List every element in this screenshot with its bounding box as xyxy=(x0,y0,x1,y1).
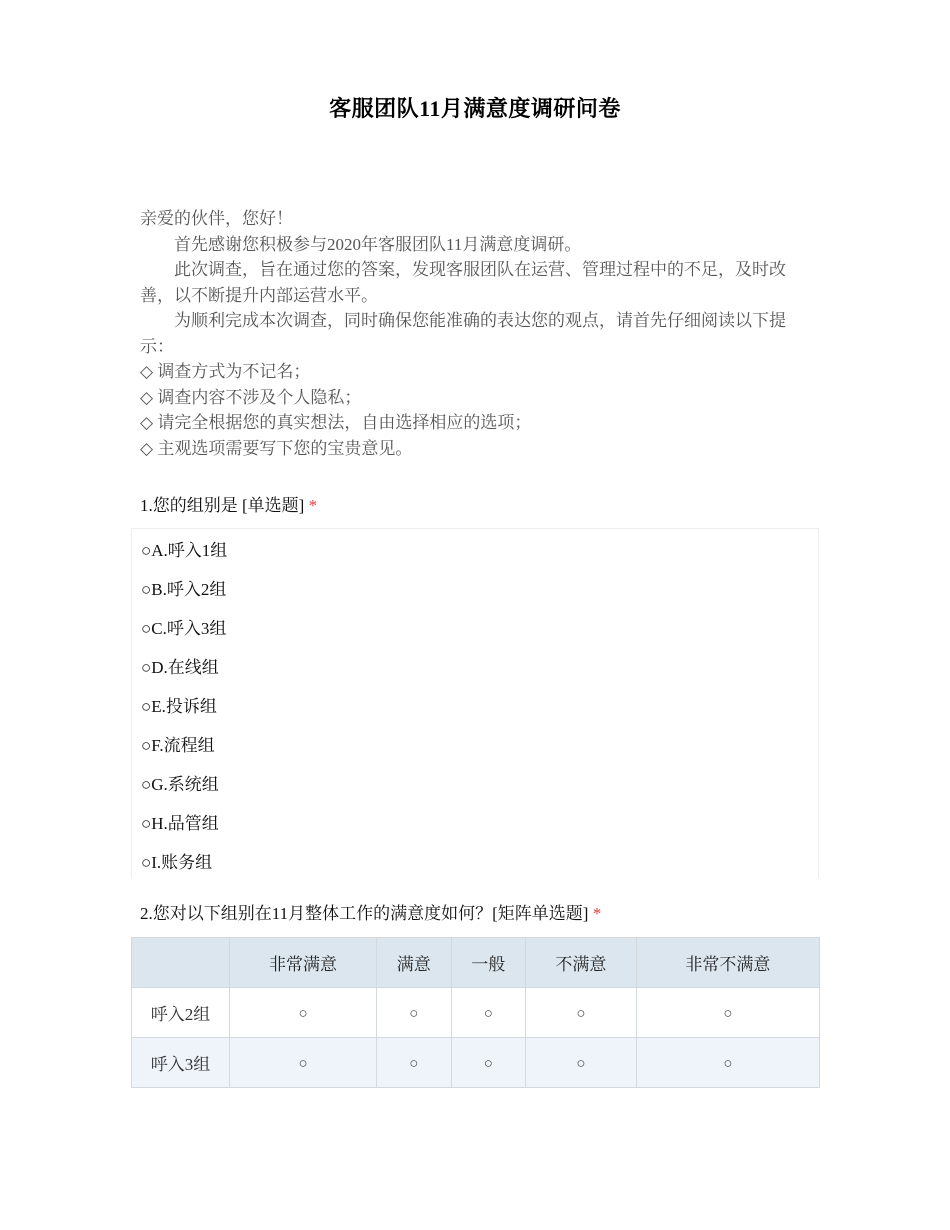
question-text: 1.您的组别是 [单选题] xyxy=(140,496,309,515)
intro-bullet: ◇ 主观选项需要写下您的宝贵意见。 xyxy=(140,438,413,458)
option-d[interactable]: ○D.在线组 xyxy=(141,658,219,677)
radio-button[interactable]: ○ xyxy=(576,1005,586,1022)
radio-button[interactable]: ○ xyxy=(723,1055,733,1072)
matrix-cell[interactable] xyxy=(451,988,526,1038)
option-a[interactable]: ○A.呼入1组 xyxy=(141,541,228,560)
radio-button[interactable]: ○ xyxy=(298,1055,308,1072)
radio-button[interactable]: ○ xyxy=(409,1055,419,1072)
option-e[interactable]: ○E.投诉组 xyxy=(141,697,217,716)
page-title: 客服团队11月满意度调研问卷 xyxy=(329,96,621,121)
column-header: 非常不满意 xyxy=(636,938,819,988)
column-header: 满意 xyxy=(376,938,451,988)
matrix-header-row xyxy=(132,938,820,988)
option-g[interactable]: ○G.系统组 xyxy=(141,775,219,794)
matrix-cell[interactable] xyxy=(526,988,637,1038)
row-label: 呼入2组 xyxy=(132,988,230,1038)
option-b[interactable]: ○B.呼入2组 xyxy=(141,580,227,599)
intro-bullet: ◇ 调查方式为不记名； xyxy=(140,362,311,381)
matrix-corner-cell xyxy=(132,938,230,988)
matrix-table xyxy=(131,937,820,1088)
intro-paragraph: 为顺利完成本次调查，同时确保您能准确的表达您的观点，请首先仔细阅读以下提示： xyxy=(140,311,786,356)
question-1-options xyxy=(131,528,819,878)
matrix-row xyxy=(132,1038,820,1088)
matrix-cell[interactable] xyxy=(376,1038,451,1088)
question-1-title xyxy=(140,491,317,516)
intro-paragraph: 首先感谢您积极参与2020年客服团队11月满意度调研。 xyxy=(174,234,582,254)
intro-greeting: 亲爱的伙伴，您好！ xyxy=(140,209,293,228)
intro-bullet: ◇ 调查内容不涉及个人隐私； xyxy=(140,387,362,407)
row-label: 呼入3组 xyxy=(132,1038,230,1088)
option-f[interactable]: ○F.流程组 xyxy=(141,736,215,755)
option-i[interactable]: ○I.账务组 xyxy=(141,853,213,872)
radio-button[interactable]: ○ xyxy=(298,1005,308,1022)
intro-section xyxy=(140,206,810,461)
intro-paragraph: 此次调查，旨在通过您的答案，发现客服团队在运营、管理过程中的不足，及时改善，以不断提升内部运营水平。 xyxy=(140,260,786,305)
column-header: 一般 xyxy=(451,938,526,988)
matrix-cell[interactable] xyxy=(451,1038,526,1088)
radio-button[interactable]: ○ xyxy=(409,1005,419,1022)
matrix-cell[interactable] xyxy=(526,1038,637,1088)
required-mark: * xyxy=(592,904,602,923)
intro-bullet: ◇ 请完全根据您的真实想法，自由选择相应的选项； xyxy=(140,413,532,432)
radio-button[interactable]: ○ xyxy=(483,1055,493,1072)
matrix-cell[interactable] xyxy=(636,1038,819,1088)
radio-button[interactable]: ○ xyxy=(576,1055,586,1072)
matrix-cell[interactable] xyxy=(376,988,451,1038)
option-c[interactable]: ○C.呼入3组 xyxy=(141,619,227,638)
question-text: 2.您对以下组别在11月整体工作的满意度如何？[矩阵单选题] xyxy=(140,904,593,923)
matrix-cell[interactable] xyxy=(230,1038,377,1088)
matrix-cell[interactable] xyxy=(636,988,819,1038)
question-2-title xyxy=(140,899,601,924)
option-h[interactable]: ○H.品管组 xyxy=(141,814,219,833)
column-header: 不满意 xyxy=(526,938,637,988)
radio-button[interactable]: ○ xyxy=(723,1005,733,1022)
required-mark: * xyxy=(308,496,318,515)
matrix-row xyxy=(132,988,820,1038)
radio-button[interactable]: ○ xyxy=(483,1005,493,1022)
matrix-cell[interactable] xyxy=(230,988,377,1038)
column-header: 非常满意 xyxy=(230,938,377,988)
